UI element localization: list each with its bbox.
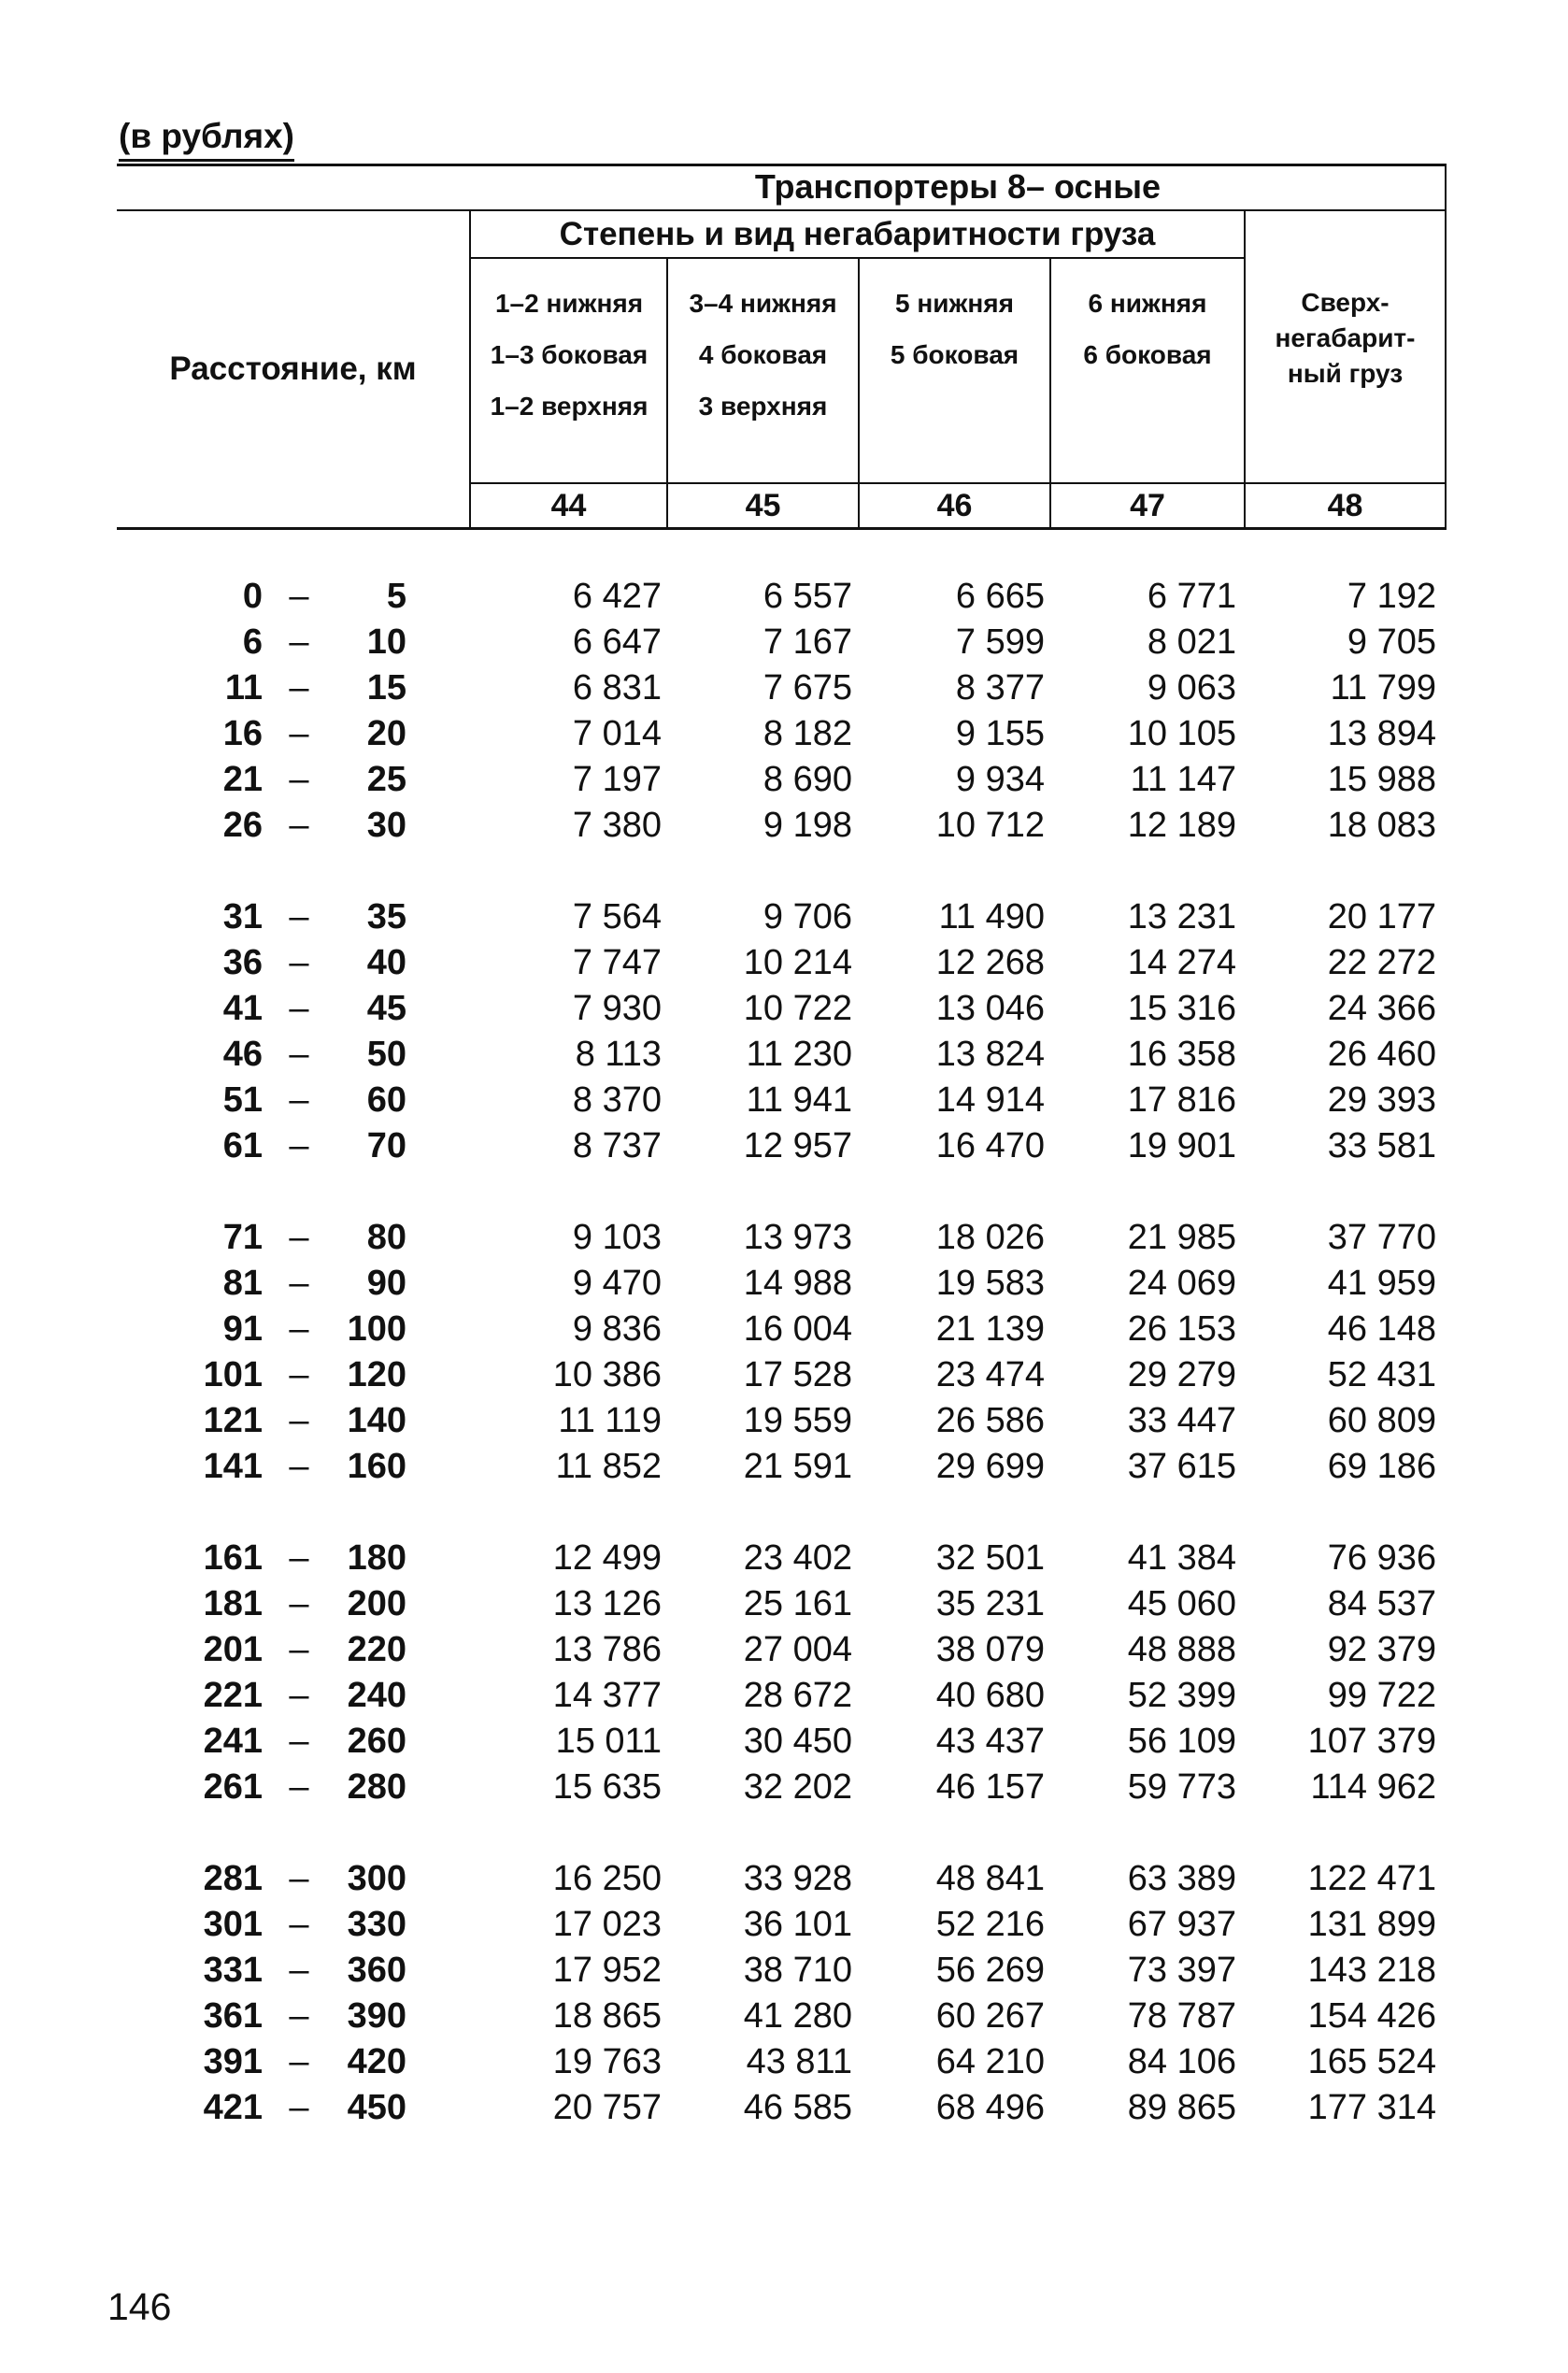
col2-line3: 3 верхняя (698, 392, 828, 421)
col2-line1: 3–4 нижняя (689, 289, 837, 318)
price-cell-col47: 21 985 (1127, 1218, 1236, 1257)
price-cell-col45: 11 941 (746, 1080, 852, 1120)
price-cell-col44: 7 564 (572, 897, 662, 936)
price-cell-col47: 16 358 (1127, 1035, 1236, 1074)
price-cell-col44: 11 119 (558, 1401, 662, 1440)
price-cell-col48: 29 393 (1327, 1080, 1436, 1120)
distance-to: 260 (347, 1722, 406, 1761)
range-dash: – (289, 622, 309, 662)
distance-from: 421 (203, 2088, 263, 2127)
table-row (0, 1948, 1568, 1994)
price-cell-col45: 33 928 (743, 1859, 852, 1898)
price-cell-col44: 17 023 (552, 1905, 662, 1944)
price-cell-col46: 23 474 (935, 1355, 1045, 1394)
price-cell-col47: 24 069 (1127, 1264, 1236, 1303)
distance-to: 15 (366, 668, 406, 708)
price-cell-col46: 14 914 (935, 1080, 1045, 1120)
price-cell-col44: 15 635 (552, 1767, 662, 1807)
price-cell-col44: 16 250 (552, 1859, 662, 1898)
price-cell-col45: 10 214 (743, 943, 852, 982)
table-header (117, 164, 1447, 530)
range-dash: – (289, 1264, 309, 1303)
price-cell-col46: 12 268 (935, 943, 1045, 982)
subgroup-title: Степень и вид негабаритности груза (559, 216, 1156, 252)
price-cell-col46: 26 586 (935, 1401, 1045, 1440)
distance-from: 121 (203, 1401, 263, 1440)
distance-to: 45 (366, 989, 406, 1028)
price-cell-col44: 15 011 (555, 1722, 662, 1761)
distance-to: 220 (347, 1630, 406, 1669)
distance-to: 25 (366, 760, 406, 799)
distance-to: 200 (347, 1584, 406, 1623)
price-cell-col44: 7 747 (572, 943, 662, 982)
price-cell-col45: 17 528 (743, 1355, 852, 1394)
table-row (0, 1581, 1568, 1627)
price-cell-col44: 13 786 (552, 1630, 662, 1669)
price-cell-col44: 8 113 (575, 1035, 662, 1074)
table-row (0, 711, 1568, 757)
price-cell-col46: 52 216 (935, 1905, 1045, 1944)
range-dash: – (289, 760, 309, 799)
price-cell-col47: 59 773 (1127, 1767, 1236, 1807)
range-dash: – (289, 1630, 309, 1669)
price-cell-col45: 13 973 (743, 1218, 852, 1257)
price-cell-col48: 33 581 (1327, 1126, 1436, 1165)
group-title: Транспортеры 8– осные (754, 167, 1162, 206)
col1-line2: 1–3 боковая (490, 340, 649, 369)
table-row (0, 894, 1568, 940)
range-dash: – (289, 1126, 309, 1165)
distance-from: 221 (203, 1676, 263, 1715)
price-cell-col45: 7 167 (763, 622, 852, 662)
distance-to: 35 (366, 897, 406, 936)
range-dash: – (289, 1767, 309, 1807)
range-dash: – (289, 1905, 309, 1944)
table-row (0, 2085, 1568, 2131)
unit-note: (в рублях) (119, 116, 294, 162)
range-dash: – (289, 1996, 309, 2036)
table-row (0, 1902, 1568, 1948)
price-cell-col48: 46 148 (1327, 1309, 1436, 1349)
table-row (0, 1719, 1568, 1765)
distance-to: 20 (366, 714, 406, 753)
distance-to: 390 (347, 1996, 406, 2036)
distance-from: 81 (222, 1264, 263, 1303)
price-cell-col44: 7 380 (572, 806, 662, 845)
price-cell-col45: 21 591 (743, 1447, 852, 1486)
distance-to: 140 (347, 1401, 406, 1440)
price-cell-col44: 6 427 (572, 577, 662, 616)
table-row (0, 2039, 1568, 2085)
price-cell-col47: 6 771 (1147, 577, 1236, 616)
range-dash: – (289, 1951, 309, 1990)
price-cell-col48: 20 177 (1327, 897, 1436, 936)
distance-from: 261 (203, 1767, 263, 1807)
price-cell-col46: 6 665 (955, 577, 1045, 616)
price-cell-col48: 131 899 (1307, 1905, 1436, 1944)
price-cell-col46: 9 155 (955, 714, 1045, 753)
price-cell-col46: 35 231 (935, 1584, 1045, 1623)
price-cell-col46: 19 583 (935, 1264, 1045, 1303)
price-cell-col47: 12 189 (1127, 806, 1236, 845)
price-cell-col47: 48 888 (1127, 1630, 1236, 1669)
price-cell-col48: 114 962 (1310, 1767, 1436, 1807)
distance-from: 0 (242, 577, 263, 616)
price-cell-col48: 69 186 (1327, 1447, 1436, 1486)
table-row (0, 1215, 1568, 1261)
range-dash: – (289, 1355, 309, 1394)
price-cell-col47: 41 384 (1127, 1538, 1236, 1578)
price-cell-col45: 46 585 (743, 2088, 852, 2127)
price-cell-col47: 73 397 (1127, 1951, 1236, 1990)
price-cell-col48: 165 524 (1307, 2042, 1436, 2081)
distance-from: 391 (203, 2042, 263, 2081)
price-cell-col46: 13 046 (935, 989, 1045, 1028)
range-dash: – (289, 943, 309, 982)
price-cell-col47: 13 231 (1127, 897, 1236, 936)
distance-to: 100 (347, 1309, 406, 1349)
table-row (0, 1444, 1568, 1490)
distance-to: 240 (347, 1676, 406, 1715)
distance-from: 46 (222, 1035, 263, 1074)
table-row (0, 1352, 1568, 1398)
price-cell-col45: 25 161 (743, 1584, 852, 1623)
distance-to: 330 (347, 1905, 406, 1944)
distance-to: 90 (366, 1264, 406, 1303)
price-cell-col48: 15 988 (1327, 760, 1436, 799)
price-cell-col46: 7 599 (955, 622, 1045, 662)
price-cell-col45: 27 004 (743, 1630, 852, 1669)
col4-line2: 6 боковая (1083, 340, 1212, 369)
distance-from: 36 (222, 943, 263, 982)
price-cell-col47: 52 399 (1127, 1676, 1236, 1715)
distance-from: 241 (203, 1722, 263, 1761)
price-cell-col45: 8 182 (763, 714, 852, 753)
distance-from: 16 (222, 714, 263, 753)
col3-line1: 5 нижняя (895, 289, 1014, 318)
price-cell-col48: 76 936 (1327, 1538, 1436, 1578)
price-cell-col48: 52 431 (1327, 1355, 1436, 1394)
price-cell-col44: 18 865 (552, 1996, 662, 2036)
range-dash: – (289, 668, 309, 708)
distance-to: 450 (347, 2088, 406, 2127)
price-cell-col46: 56 269 (935, 1951, 1045, 1990)
distance-from: 281 (203, 1859, 263, 1898)
range-dash: – (289, 1584, 309, 1623)
page-number: 146 (107, 2285, 172, 2328)
distance-from: 91 (222, 1309, 263, 1349)
col5-line2: негабарит- (1275, 323, 1416, 352)
price-cell-col44: 9 470 (572, 1264, 662, 1303)
table-row (0, 1032, 1568, 1078)
price-cell-col47: 14 274 (1127, 943, 1236, 982)
price-cell-col46: 8 377 (955, 668, 1045, 708)
price-cell-col44: 6 647 (572, 622, 662, 662)
price-cell-col48: 7 192 (1347, 577, 1436, 616)
distance-from: 51 (222, 1080, 263, 1120)
range-dash: – (289, 2088, 309, 2127)
table-row (0, 986, 1568, 1032)
price-cell-col45: 19 559 (743, 1401, 852, 1440)
price-cell-col45: 43 811 (746, 2042, 852, 2081)
price-cell-col46: 43 437 (935, 1722, 1045, 1761)
price-cell-col46: 68 496 (935, 2088, 1045, 2127)
range-dash: – (289, 1676, 309, 1715)
range-dash: – (289, 1218, 309, 1257)
distance-to: 180 (347, 1538, 406, 1578)
distance-to: 300 (347, 1859, 406, 1898)
table-row (0, 620, 1568, 665)
range-dash: – (289, 1538, 309, 1578)
price-cell-col48: 99 722 (1327, 1676, 1436, 1715)
price-cell-col45: 14 988 (743, 1264, 852, 1303)
price-cell-col47: 19 901 (1127, 1126, 1236, 1165)
price-cell-col44: 20 757 (552, 2088, 662, 2127)
price-cell-col48: 143 218 (1307, 1951, 1436, 1990)
distance-to: 280 (347, 1767, 406, 1807)
distance-from: 41 (222, 989, 263, 1028)
price-cell-col48: 84 537 (1327, 1584, 1436, 1623)
price-cell-col44: 7 197 (572, 760, 662, 799)
price-cell-col44: 9 836 (572, 1309, 662, 1349)
price-cell-col44: 9 103 (572, 1218, 662, 1257)
price-cell-col48: 41 959 (1327, 1264, 1436, 1303)
price-cell-col48: 122 471 (1307, 1859, 1436, 1898)
price-cell-col44: 12 499 (552, 1538, 662, 1578)
table-row (0, 757, 1568, 803)
distance-from: 161 (203, 1538, 263, 1578)
price-cell-col48: 13 894 (1327, 714, 1436, 753)
range-dash: – (289, 1859, 309, 1898)
range-dash: – (289, 1722, 309, 1761)
price-cell-col44: 19 763 (552, 2042, 662, 2081)
col-number-48: 48 (1327, 488, 1363, 523)
price-cell-col46: 29 699 (935, 1447, 1045, 1486)
price-cell-col47: 67 937 (1127, 1905, 1236, 1944)
price-cell-col48: 177 314 (1307, 2088, 1436, 2127)
distance-from: 71 (222, 1218, 263, 1257)
range-dash: – (289, 577, 309, 616)
col-number-46: 46 (936, 488, 973, 523)
price-cell-col46: 13 824 (935, 1035, 1045, 1074)
price-cell-col44: 10 386 (552, 1355, 662, 1394)
price-cell-col47: 10 105 (1127, 714, 1236, 753)
price-cell-col45: 32 202 (743, 1767, 852, 1807)
price-cell-col48: 11 799 (1330, 668, 1436, 708)
rule-header-bottom (117, 527, 1447, 530)
price-cell-col48: 154 426 (1307, 1996, 1436, 2036)
price-cell-col47: 56 109 (1127, 1722, 1236, 1761)
price-cell-col48: 24 366 (1327, 989, 1436, 1028)
table-row (0, 940, 1568, 986)
range-dash: – (289, 1309, 309, 1349)
distance-to: 5 (386, 577, 406, 616)
price-cell-col47: 26 153 (1127, 1309, 1236, 1349)
distance-from: 201 (203, 1630, 263, 1669)
distance-to: 120 (347, 1355, 406, 1394)
table-row (0, 1261, 1568, 1307)
price-cell-col46: 11 490 (938, 897, 1045, 936)
range-dash: – (289, 1447, 309, 1486)
distance-from: 6 (242, 622, 263, 662)
distance-to: 50 (366, 1035, 406, 1074)
price-cell-col46: 46 157 (935, 1767, 1045, 1807)
table-row (0, 1627, 1568, 1673)
price-cell-col45: 16 004 (743, 1309, 852, 1349)
range-dash: – (289, 806, 309, 845)
col1-line3: 1–2 верхняя (490, 392, 649, 421)
price-cell-col44: 13 126 (552, 1584, 662, 1623)
price-cell-col47: 15 316 (1127, 989, 1236, 1028)
price-cell-col45: 30 450 (743, 1722, 852, 1761)
price-cell-col48: 92 379 (1327, 1630, 1436, 1669)
col5-line1: Сверх- (1301, 288, 1390, 317)
distance-to: 160 (347, 1447, 406, 1486)
price-cell-col48: 37 770 (1327, 1218, 1436, 1257)
price-cell-col45: 12 957 (743, 1126, 852, 1165)
price-cell-col44: 6 831 (572, 668, 662, 708)
distance-from: 61 (222, 1126, 263, 1165)
table-row (0, 1078, 1568, 1123)
price-cell-col45: 7 675 (763, 668, 852, 708)
table-row (0, 1994, 1568, 2039)
price-cell-col47: 37 615 (1127, 1447, 1236, 1486)
distance-to: 360 (347, 1951, 406, 1990)
price-cell-col47: 8 021 (1147, 622, 1236, 662)
price-cell-col45: 36 101 (743, 1905, 852, 1944)
distance-from: 361 (203, 1996, 263, 2036)
price-cell-col46: 48 841 (935, 1859, 1045, 1898)
price-cell-col46: 10 712 (935, 806, 1045, 845)
price-cell-col47: 29 279 (1127, 1355, 1236, 1394)
col2-line2: 4 боковая (698, 340, 828, 369)
price-cell-col45: 9 706 (763, 897, 852, 936)
table-row (0, 665, 1568, 711)
price-cell-col48: 107 379 (1307, 1722, 1436, 1761)
price-cell-col47: 89 865 (1127, 2088, 1236, 2127)
col4-line1: 6 нижняя (1088, 289, 1207, 318)
price-cell-col47: 45 060 (1127, 1584, 1236, 1623)
range-dash: – (289, 1035, 309, 1074)
distance-from: 181 (203, 1584, 263, 1623)
table-row (0, 1398, 1568, 1444)
col-number-47: 47 (1130, 488, 1165, 523)
col-number-45: 45 (745, 488, 781, 523)
distance-from: 11 (224, 668, 263, 708)
price-cell-col48: 9 705 (1347, 622, 1436, 662)
price-cell-col46: 21 139 (935, 1309, 1045, 1349)
price-cell-col46: 9 934 (955, 760, 1045, 799)
distance-from: 31 (222, 897, 263, 936)
table-row (0, 1765, 1568, 1810)
price-cell-col45: 38 710 (743, 1951, 852, 1990)
price-cell-col47: 84 106 (1127, 2042, 1236, 2081)
range-dash: – (289, 1080, 309, 1120)
col-number-44: 44 (550, 488, 587, 523)
range-dash: – (289, 1401, 309, 1440)
price-cell-col47: 17 816 (1127, 1080, 1236, 1120)
range-dash: – (289, 714, 309, 753)
price-cell-col47: 11 147 (1130, 760, 1236, 799)
price-cell-col45: 41 280 (743, 1996, 852, 2036)
price-cell-col44: 11 852 (555, 1447, 662, 1486)
price-cell-col44: 17 952 (552, 1951, 662, 1990)
price-cell-col48: 22 272 (1327, 943, 1436, 982)
table-row (0, 1856, 1568, 1902)
range-dash: – (289, 897, 309, 936)
distance-to: 60 (366, 1080, 406, 1120)
price-cell-col46: 38 079 (935, 1630, 1045, 1669)
price-cell-col46: 18 026 (935, 1218, 1045, 1257)
price-cell-col45: 6 557 (763, 577, 852, 616)
price-cell-col45: 23 402 (743, 1538, 852, 1578)
price-cell-col48: 60 809 (1327, 1401, 1436, 1440)
distance-from: 301 (203, 1905, 263, 1944)
price-cell-col44: 8 737 (572, 1126, 662, 1165)
price-cell-col48: 26 460 (1327, 1035, 1436, 1074)
table-row (0, 574, 1568, 620)
distance-to: 40 (366, 943, 406, 982)
price-cell-col44: 14 377 (552, 1676, 662, 1715)
price-cell-col46: 60 267 (935, 1996, 1045, 2036)
price-cell-col46: 16 470 (935, 1126, 1045, 1165)
distance-to: 70 (366, 1126, 406, 1165)
price-cell-col48: 18 083 (1327, 806, 1436, 845)
price-cell-col46: 32 501 (935, 1538, 1045, 1578)
distance-to: 30 (366, 806, 406, 845)
distance-from: 331 (203, 1951, 263, 1990)
range-dash: – (289, 2042, 309, 2081)
price-cell-col47: 78 787 (1127, 1996, 1236, 2036)
col1-line1: 1–2 нижняя (494, 289, 644, 318)
price-cell-col46: 64 210 (935, 2042, 1045, 2081)
distance-from: 141 (203, 1447, 263, 1486)
range-dash: – (289, 989, 309, 1028)
col3-line2: 5 боковая (890, 340, 1019, 369)
table-row (0, 1123, 1568, 1169)
table-row (0, 1536, 1568, 1581)
price-cell-col45: 9 198 (763, 806, 852, 845)
distance-to: 10 (366, 622, 406, 662)
col5-line3: ный груз (1287, 359, 1404, 388)
price-cell-col45: 11 230 (746, 1035, 852, 1074)
price-cell-col44: 8 370 (572, 1080, 662, 1120)
price-cell-col45: 10 722 (743, 989, 852, 1028)
distance-to: 420 (347, 2042, 406, 2081)
rule-right (1445, 164, 1447, 530)
distance-from: 21 (222, 760, 263, 799)
price-cell-col47: 33 447 (1127, 1401, 1236, 1440)
price-cell-col44: 7 930 (572, 989, 662, 1028)
distance-from: 26 (222, 806, 263, 845)
rule-v-col1 (469, 209, 471, 530)
price-cell-col47: 63 389 (1127, 1859, 1236, 1898)
price-cell-col46: 40 680 (935, 1676, 1045, 1715)
price-cell-col47: 9 063 (1147, 668, 1236, 708)
table-row (0, 1673, 1568, 1719)
price-cell-col44: 7 014 (572, 714, 662, 753)
table-row (0, 1307, 1568, 1352)
distance-from: 101 (203, 1355, 263, 1394)
price-cell-col45: 28 672 (743, 1676, 852, 1715)
row-header: Расстояние, км (169, 350, 417, 387)
distance-to: 80 (366, 1218, 406, 1257)
price-cell-col45: 8 690 (763, 760, 852, 799)
table-row (0, 803, 1568, 849)
